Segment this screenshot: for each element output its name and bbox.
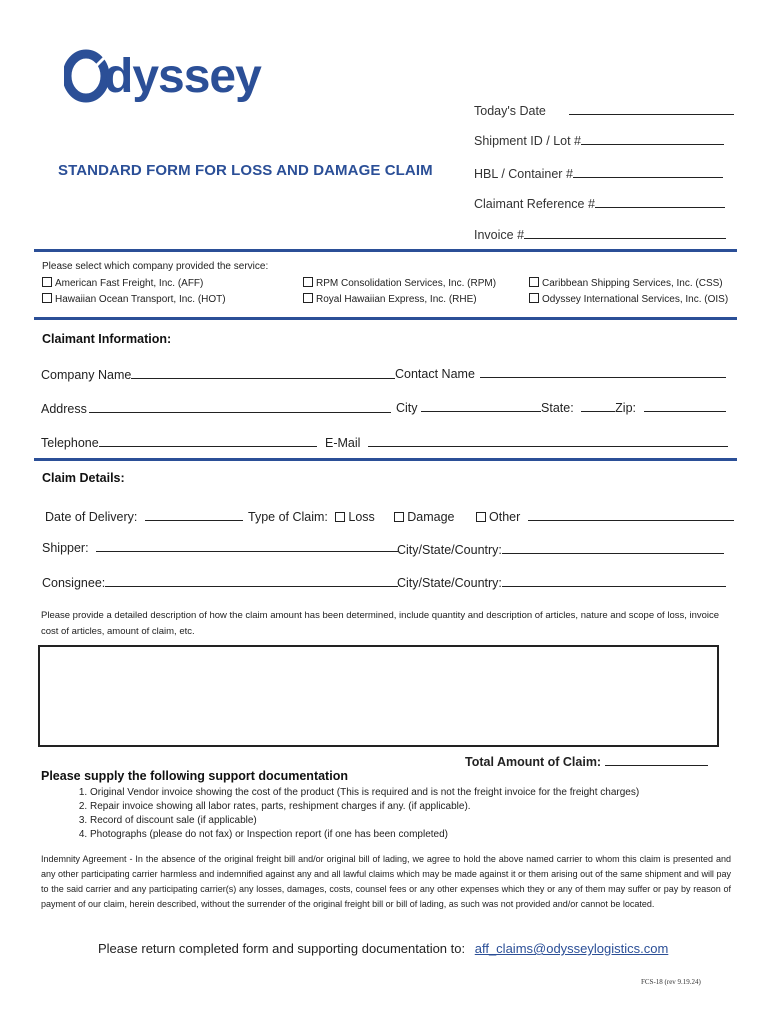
city-line[interactable] — [421, 399, 541, 412]
address-line[interactable] — [89, 400, 391, 413]
total-amount-line[interactable] — [605, 753, 708, 766]
odyssey-logo — [64, 46, 274, 106]
support-heading: Please supply the following support documentation — [41, 769, 348, 783]
service-option-rhe[interactable]: Royal Hawaiian Express, Inc. (RHE) — [303, 293, 477, 305]
checkbox[interactable] — [303, 293, 313, 303]
checkbox[interactable] — [303, 277, 313, 287]
service-option-css[interactable]: Caribbean Shipping Services, Inc. (CSS) — [529, 277, 723, 289]
telephone-field[interactable]: Telephone — [41, 434, 317, 450]
telephone-line[interactable] — [99, 434, 317, 447]
form-code: FCS-18 (rev 9.19.24) — [641, 978, 701, 986]
todays-date-line[interactable] — [569, 102, 734, 115]
todays-date-field[interactable] — [474, 102, 734, 118]
todays-date-label: Today's Date — [474, 104, 546, 118]
shipment-id-label: Shipment ID / Lot # — [474, 134, 582, 148]
service-prompt: Please select which company provided the service: — [42, 261, 269, 272]
consignee-line[interactable] — [105, 574, 398, 587]
company-name-line[interactable] — [131, 366, 395, 379]
hbl-container-line[interactable] — [573, 165, 723, 178]
company-name-field[interactable]: Company Name — [41, 366, 395, 382]
invoice-line[interactable] — [524, 226, 726, 239]
list-item: 1. Original Vendor invoice showing the cost of the product (This is required and is not the freight invoice for the freight charges) — [90, 786, 730, 800]
loss-checkbox[interactable] — [335, 512, 345, 522]
zip-line[interactable] — [644, 399, 726, 412]
service-option-rpm[interactable]: RPM Consolidation Services, Inc. (RPM) — [303, 277, 496, 289]
shipper-line[interactable] — [96, 539, 398, 552]
city-field[interactable]: City State: Zip: — [396, 399, 726, 415]
description-textarea[interactable] — [38, 645, 719, 747]
contact-name-line[interactable] — [480, 365, 726, 378]
divider — [34, 317, 737, 320]
claim-heading: Claim Details: — [42, 471, 125, 485]
checkbox[interactable] — [529, 293, 539, 303]
service-option-hot[interactable]: Hawaiian Ocean Transport, Inc. (HOT) — [42, 293, 226, 305]
indemnity-agreement: Indemnity Agreement - In the absence of the original freight bill and/or original bill of lading, we agree to hold the above named carrier to whom this claim is presented and any other participating carrier harmless and indemnified against any and all lawful claims which may be made against it or them arising out of the same shipment and will pay to the said carrier and any participating carrier(s) any losses, damages, costs, counsel fees or any other expenses which they or any of them may suffer or pay by reason of payment of our claim, herein described, without the surrender of the original freight bill or bill of lading, as such was not provided and/or cannot be located. — [41, 854, 731, 909]
address-field[interactable]: Address — [41, 400, 391, 416]
claimant-reference-label: Claimant Reference # — [474, 197, 595, 211]
invoice-label: Invoice # — [474, 228, 525, 242]
checkbox[interactable] — [529, 277, 539, 287]
type-of-claim-group: Type of Claim: Loss Damage Other — [248, 508, 734, 524]
total-amount-field[interactable]: Total Amount of Claim: — [465, 753, 708, 769]
form-title: STANDARD FORM FOR LOSS AND DAMAGE CLAIM — [58, 162, 433, 179]
other-checkbox[interactable] — [476, 512, 486, 522]
consignee-city-field[interactable]: City/State/Country: — [397, 574, 726, 590]
consignee-city-line[interactable] — [502, 574, 726, 587]
divider — [34, 249, 737, 252]
return-instructions: Please return completed form and supporting documentation to: aff_claims@odysseylogistics.com — [98, 941, 669, 956]
shipper-city-field[interactable]: City/State/Country: — [397, 541, 724, 557]
return-email-link[interactable]: aff_claims@odysseylogistics.com — [474, 941, 669, 956]
list-item: 4. Photographs (please do not fax) or Inspection report (if one has been completed) — [90, 828, 730, 842]
divider — [34, 458, 737, 461]
description-prompt: Please provide a detailed description of how the claim amount has been determined, include quantity and description of articles, nature and scope of loss, invoice cost of articles, amount of claim, etc. — [41, 610, 720, 637]
checkbox[interactable] — [42, 277, 52, 287]
shipment-id-field[interactable] — [474, 132, 724, 148]
service-option-aff[interactable]: American Fast Freight, Inc. (AFF) — [42, 277, 203, 289]
invoice-field[interactable] — [474, 226, 726, 242]
other-line[interactable] — [528, 508, 734, 521]
email-line[interactable] — [368, 434, 728, 447]
service-option-ois[interactable]: Odyssey International Services, Inc. (OIS) — [529, 293, 728, 305]
shipment-id-line[interactable] — [581, 132, 724, 145]
state-line[interactable] — [581, 399, 615, 412]
hbl-container-field[interactable] — [474, 165, 723, 181]
date-of-delivery-field[interactable]: Date of Delivery: — [45, 508, 243, 524]
contact-name-field[interactable]: Contact Name — [395, 365, 726, 381]
claimant-reference-field[interactable] — [474, 195, 725, 211]
shipper-city-line[interactable] — [502, 541, 724, 554]
claimant-heading: Claimant Information: — [42, 332, 172, 346]
checkbox[interactable] — [42, 293, 52, 303]
consignee-field[interactable]: Consignee: — [42, 574, 398, 590]
damage-checkbox[interactable] — [394, 512, 404, 522]
date-of-delivery-line[interactable] — [145, 508, 243, 521]
hbl-container-label: HBL / Container # — [474, 167, 573, 181]
list-item: 2. Repair invoice showing all labor rates, parts, reshipment charges if any. (if applicable). — [90, 800, 730, 814]
logo-text: dyssey — [104, 50, 261, 103]
email-field[interactable]: E-Mail — [325, 434, 728, 450]
list-item: 3. Record of discount sale (if applicable) — [90, 814, 730, 828]
shipper-field[interactable]: Shipper: — [42, 539, 398, 555]
support-list — [40, 786, 730, 842]
claimant-reference-line[interactable] — [595, 195, 725, 208]
